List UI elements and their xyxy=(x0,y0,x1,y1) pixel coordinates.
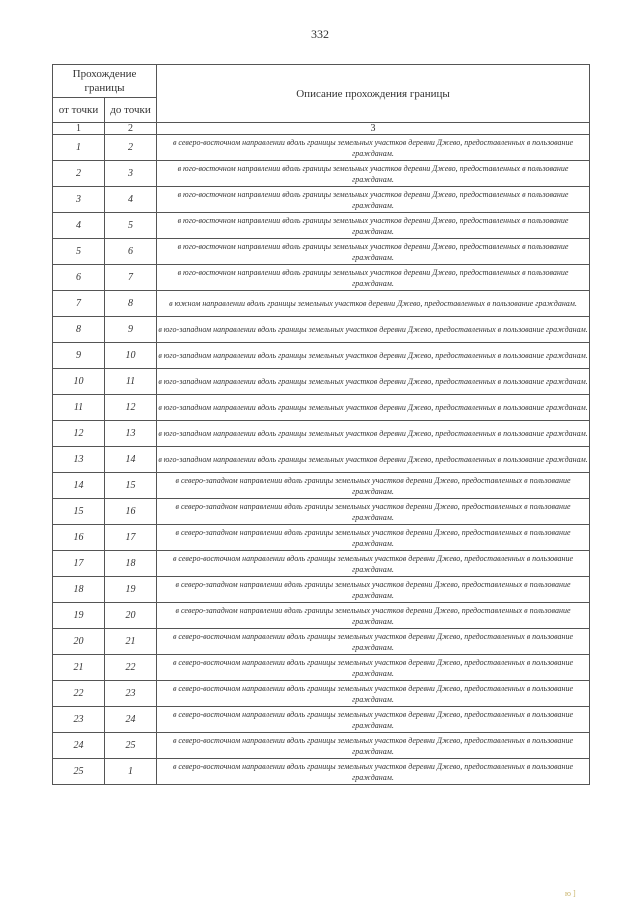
from-point-cell: 23 xyxy=(53,707,105,733)
description-cell: в юго-восточном направлении вдоль границы земельных участков деревни Джево, предоставленных в пользование гражданам. xyxy=(157,213,590,239)
from-point-cell: 24 xyxy=(53,733,105,759)
description-cell: в северо-восточном направлении вдоль границы земельных участков деревни Джево, предоставленных в пользование гражданам. xyxy=(157,733,590,759)
header-from-point: от точки xyxy=(53,98,105,123)
table-row xyxy=(53,317,590,343)
to-point-cell: 20 xyxy=(105,603,157,629)
boundary-table xyxy=(52,64,590,785)
to-point-cell: 21 xyxy=(105,629,157,655)
from-point-cell: 8 xyxy=(53,317,105,343)
description-cell: в юго-восточном направлении вдоль границы земельных участков деревни Джево, предоставленных в пользование гражданам. xyxy=(157,161,590,187)
description-cell: в северо-западном направлении вдоль границы земельных участков деревни Джево, предоставленных в пользование гражданам. xyxy=(157,577,590,603)
table-row xyxy=(53,187,590,213)
header-col-number-1: 1 xyxy=(53,123,105,135)
table-row xyxy=(53,707,590,733)
from-point-cell: 13 xyxy=(53,447,105,473)
from-point-cell: 4 xyxy=(53,213,105,239)
table-row xyxy=(53,135,590,161)
description-cell: в северо-восточном направлении вдоль границы земельных участков деревни Джево, предоставленных в пользование гражданам. xyxy=(157,135,590,161)
table-row xyxy=(53,447,590,473)
table-row xyxy=(53,291,590,317)
to-point-cell: 8 xyxy=(105,291,157,317)
description-cell: в юго-западном направлении вдоль границы земельных участков деревни Джево, предоставленных в пользование гражданам. xyxy=(157,343,590,369)
to-point-cell: 14 xyxy=(105,447,157,473)
from-point-cell: 5 xyxy=(53,239,105,265)
table-row xyxy=(53,551,590,577)
to-point-cell: 7 xyxy=(105,265,157,291)
description-cell: в юго-восточном направлении вдоль границы земельных участков деревни Джево, предоставленных в пользование гражданам. xyxy=(157,239,590,265)
table-row xyxy=(53,369,590,395)
to-point-cell: 15 xyxy=(105,473,157,499)
description-cell: в юго-западном направлении вдоль границы земельных участков деревни Джево, предоставленных в пользование гражданам. xyxy=(157,447,590,473)
to-point-cell: 3 xyxy=(105,161,157,187)
from-point-cell: 14 xyxy=(53,473,105,499)
from-point-cell: 12 xyxy=(53,421,105,447)
table-row xyxy=(53,265,590,291)
table-row xyxy=(53,681,590,707)
to-point-cell: 24 xyxy=(105,707,157,733)
table-row xyxy=(53,473,590,499)
header-boundary-passage: Прохождение границы xyxy=(53,65,157,98)
description-cell: в юго-восточном направлении вдоль границы земельных участков деревни Джево, предоставленных в пользование гражданам. xyxy=(157,187,590,213)
from-point-cell: 18 xyxy=(53,577,105,603)
description-cell: в юго-западном направлении вдоль границы земельных участков деревни Джево, предоставленных в пользование гражданам. xyxy=(157,369,590,395)
to-point-cell: 11 xyxy=(105,369,157,395)
table-row xyxy=(53,577,590,603)
table-row xyxy=(53,603,590,629)
to-point-cell: 16 xyxy=(105,499,157,525)
from-point-cell: 1 xyxy=(53,135,105,161)
description-cell: в юго-восточном направлении вдоль границы земельных участков деревни Джево, предоставленных в пользование гражданам. xyxy=(157,265,590,291)
header-col-number-3: 3 xyxy=(157,123,590,135)
description-cell: в северо-восточном направлении вдоль границы земельных участков деревни Джево, предоставленных в пользование гражданам. xyxy=(157,551,590,577)
description-cell: в северо-восточном направлении вдоль границы земельных участков деревни Джево, предоставленных в пользование гражданам. xyxy=(157,629,590,655)
from-point-cell: 21 xyxy=(53,655,105,681)
to-point-cell: 2 xyxy=(105,135,157,161)
from-point-cell: 25 xyxy=(53,759,105,785)
table-row xyxy=(53,213,590,239)
to-point-cell: 6 xyxy=(105,239,157,265)
to-point-cell: 10 xyxy=(105,343,157,369)
description-cell: в северо-западном направлении вдоль границы земельных участков деревни Джево, предоставленных в пользование гражданам. xyxy=(157,525,590,551)
to-point-cell: 23 xyxy=(105,681,157,707)
header-to-point: до точки xyxy=(105,98,157,123)
table-row xyxy=(53,499,590,525)
description-cell: в южном направлении вдоль границы земельных участков деревни Джево, предоставленных в пользование гражданам. xyxy=(157,291,590,317)
description-cell: в северо-восточном направлении вдоль границы земельных участков деревни Джево, предоставленных в пользование гражданам. xyxy=(157,759,590,785)
table-row xyxy=(53,239,590,265)
description-cell: в северо-восточном направлении вдоль границы земельных участков деревни Джево, предоставленных в пользование гражданам. xyxy=(157,655,590,681)
to-point-cell: 13 xyxy=(105,421,157,447)
description-cell: в северо-западном направлении вдоль границы земельных участков деревни Джево, предоставленных в пользование гражданам. xyxy=(157,473,590,499)
table-row xyxy=(53,759,590,785)
page-number: 332 xyxy=(311,27,329,41)
table-row xyxy=(53,421,590,447)
description-cell: в юго-западном направлении вдоль границы земельных участков деревни Джево, предоставленных в пользование гражданам. xyxy=(157,421,590,447)
description-cell: в северо-восточном направлении вдоль границы земельных участков деревни Джево, предоставленных в пользование гражданам. xyxy=(157,681,590,707)
footer-mark: ю ] xyxy=(565,889,576,898)
description-cell: в северо-восточном направлении вдоль границы земельных участков деревни Джево, предоставленных в пользование гражданам. xyxy=(157,707,590,733)
to-point-cell: 25 xyxy=(105,733,157,759)
table-row xyxy=(53,161,590,187)
table-row xyxy=(53,733,590,759)
table-row xyxy=(53,525,590,551)
table-row xyxy=(53,395,590,421)
header-description: Описание прохождения границы xyxy=(157,65,590,123)
description-cell: в северо-западном направлении вдоль границы земельных участков деревни Джево, предоставленных в пользование гражданам. xyxy=(157,603,590,629)
from-point-cell: 11 xyxy=(53,395,105,421)
from-point-cell: 19 xyxy=(53,603,105,629)
from-point-cell: 22 xyxy=(53,681,105,707)
description-cell: в северо-западном направлении вдоль границы земельных участков деревни Джево, предоставленных в пользование гражданам. xyxy=(157,499,590,525)
to-point-cell: 18 xyxy=(105,551,157,577)
to-point-cell: 4 xyxy=(105,187,157,213)
to-point-cell: 1 xyxy=(105,759,157,785)
from-point-cell: 7 xyxy=(53,291,105,317)
to-point-cell: 9 xyxy=(105,317,157,343)
table-row xyxy=(53,343,590,369)
from-point-cell: 10 xyxy=(53,369,105,395)
from-point-cell: 15 xyxy=(53,499,105,525)
to-point-cell: 5 xyxy=(105,213,157,239)
table-row xyxy=(53,629,590,655)
to-point-cell: 22 xyxy=(105,655,157,681)
from-point-cell: 3 xyxy=(53,187,105,213)
table-row xyxy=(53,655,590,681)
description-cell: в юго-западном направлении вдоль границы земельных участков деревни Джево, предоставленных в пользование гражданам. xyxy=(157,395,590,421)
to-point-cell: 12 xyxy=(105,395,157,421)
from-point-cell: 2 xyxy=(53,161,105,187)
from-point-cell: 16 xyxy=(53,525,105,551)
to-point-cell: 19 xyxy=(105,577,157,603)
from-point-cell: 9 xyxy=(53,343,105,369)
from-point-cell: 20 xyxy=(53,629,105,655)
from-point-cell: 6 xyxy=(53,265,105,291)
description-cell: в юго-западном направлении вдоль границы земельных участков деревни Джево, предоставленных в пользование гражданам. xyxy=(157,317,590,343)
from-point-cell: 17 xyxy=(53,551,105,577)
header-col-number-2: 2 xyxy=(105,123,157,135)
to-point-cell: 17 xyxy=(105,525,157,551)
